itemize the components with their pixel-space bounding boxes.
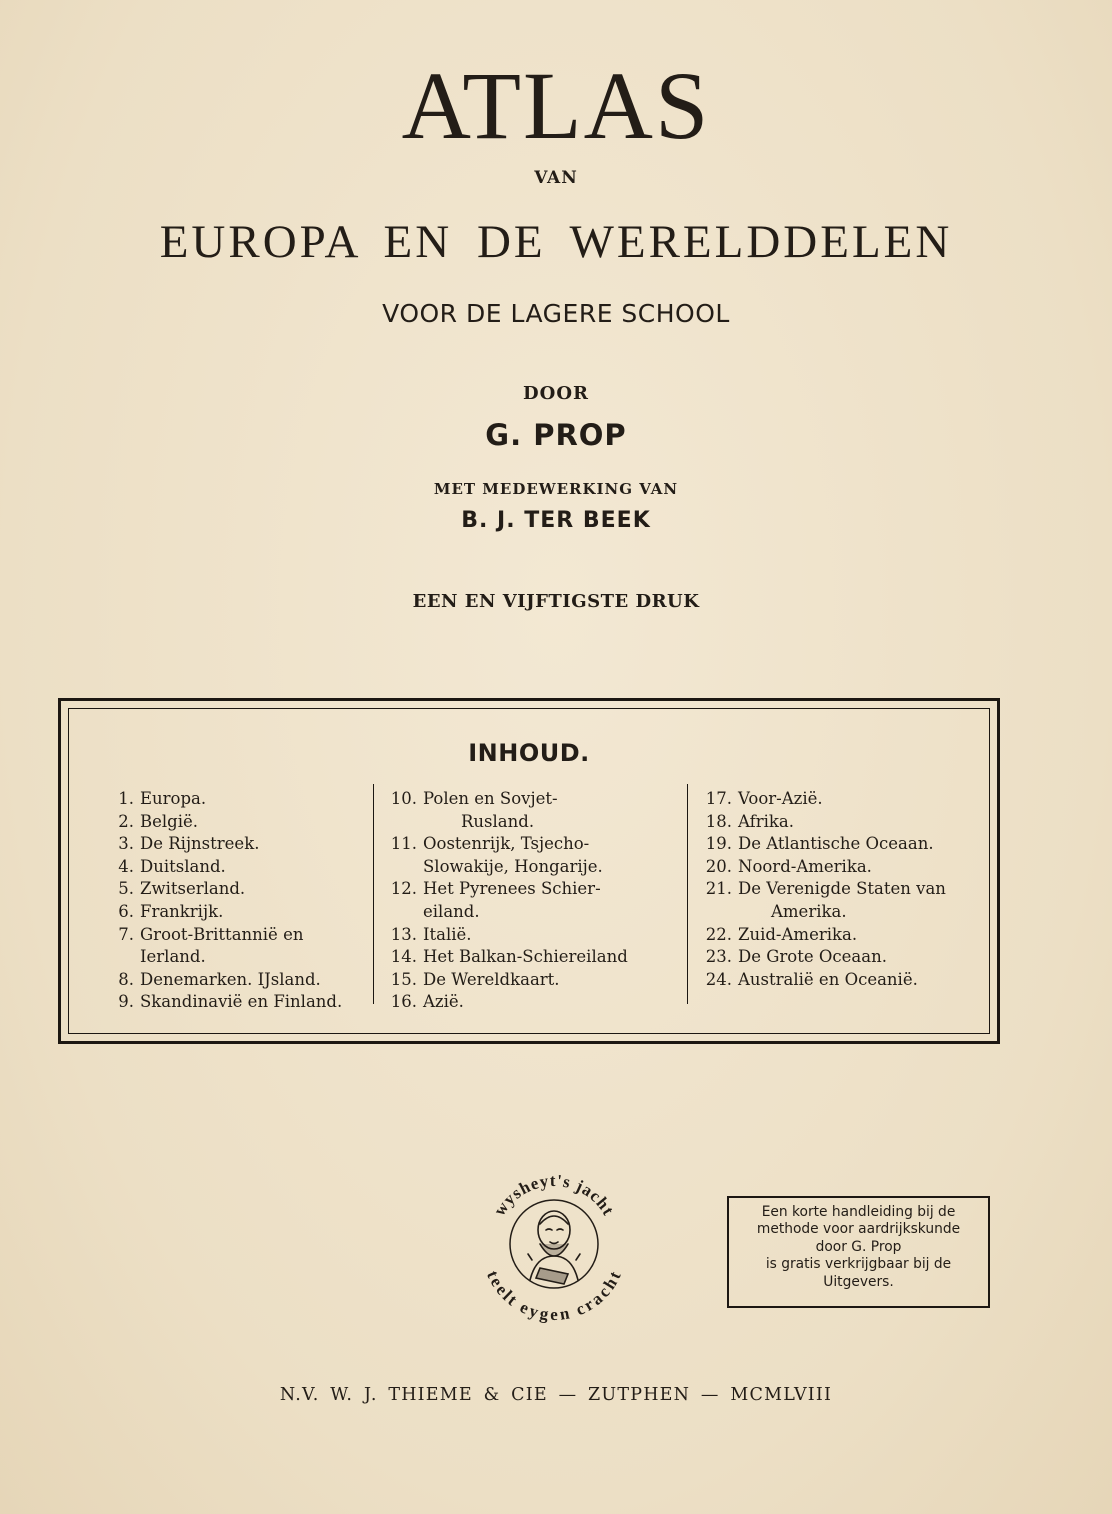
toc-entry-number [107,946,134,969]
toc-entry-title: Noord-Amerika. [738,856,872,876]
toc-entry-title: eiland. [423,901,480,921]
toc-entry-number: 17. [705,789,732,808]
toc-entry [705,856,985,879]
toc-entry-title: België. [140,811,199,831]
toc-entry-title: De Atlantische Oceaan. [738,834,934,854]
collaboration-label: MET MEDEWERKING VAN [433,480,679,498]
svg-text:wysheyt's jacht [490,1171,618,1219]
toc-entry-continuation [390,901,675,924]
toc-entry-number: 5. [118,879,134,899]
toc-entry-continuation [705,901,985,924]
seal-text-top: wysheyt's jacht [489,1170,619,1220]
toc-entry-title: Skandinavië en Finland. [140,992,343,1012]
toc-entry [107,924,377,947]
toc-entry [705,969,985,992]
toc-entry-title: Europa. [140,789,207,808]
atlas-subtitle: EUROPA EN DE WERELDDELEN [159,216,953,268]
toc-entry-number: 3. [118,834,134,854]
toc-entry-number: 18. [705,811,732,831]
school-line: VOOR DE LAGERE SCHOOL [382,299,730,328]
toc-heading: INHOUD. [468,739,590,767]
toc-entry-number: 10. [390,789,417,808]
manual-notice-text: Een korte handleiding bij de methode voor aardrijkskunde door G. Prop is gratis verkrijgbaar bij de Uitgevers. [756,1204,961,1290]
toc-entry-title: De Grote Oceaan. [738,947,887,967]
toc-entry-title: Polen en Sovjet- [423,789,558,808]
publisher-line: N.V. W. J. THIEME & CIE — ZUTPHEN — MCMLVIII [279,1385,833,1405]
toc-entry [390,788,675,811]
toc-entry-title: Zuid-Amerika. [738,924,858,944]
toc-column-3 [705,788,985,991]
toc-entry [390,924,675,947]
toc-entry-title: De Wereldkaart. [423,969,560,989]
toc-entry-number: 2. [118,811,134,831]
toc-divider [687,784,688,1004]
toc-entry [107,788,377,811]
toc-entry [390,969,675,992]
toc-entry-number: 6. [118,901,134,921]
toc-entry-number: 21. [705,879,732,899]
toc-entry-number: 20. [705,856,732,876]
toc-entry-number: 24. [705,969,732,989]
toc-entry-title: Zwitserland. [140,879,246,899]
toc-entry-title: Voor-Azië. [738,789,823,808]
toc-entry-number: 14. [390,947,417,967]
publisher-seal-icon [474,1164,634,1324]
toc-entry-title: Het Balkan-Schiereiland [423,947,628,967]
toc-entry-number: 12. [390,879,417,899]
atlas-title: ATLAS [401,52,711,159]
toc-entry-number [390,811,417,834]
toc-entry [705,811,985,834]
seal-text-bottom: teelt eygen cracht [483,1267,625,1324]
toc-entry [107,811,377,834]
toc-entry-title: Duitsland. [140,856,226,876]
toc-entry-title: Australië en Oceanië. [738,969,918,989]
toc-entry-number: 8. [118,969,134,989]
toc-entry-number: 4. [118,856,134,876]
toc-entry [107,878,377,901]
toc-entry [390,991,675,1014]
toc-entry [107,991,377,1014]
toc-entry-title: Amerika. [771,901,847,921]
toc-entry [390,878,675,901]
toc-entry-title: De Rijnstreek. [140,834,260,854]
toc-entry-number: 15. [390,969,417,989]
toc-entry [705,878,985,901]
toc-entry [390,833,675,856]
toc-entry [705,788,985,811]
toc-entry-number: 9. [118,992,134,1012]
toc-entry-number [390,901,417,924]
toc-entry [107,969,377,992]
door-label: DOOR [523,383,589,404]
toc-inner-frame [68,708,990,1034]
toc-entry-title: Azië. [423,992,464,1012]
toc-entry-title: Italië. [423,924,472,944]
toc-entry-number: 23. [705,947,732,967]
toc-entry-number: 19. [705,834,732,854]
toc-entry [107,856,377,879]
toc-entry-title: De Verenigde Staten van [738,879,946,899]
toc-entry-continuation [390,811,675,834]
toc-entry [390,946,675,969]
toc-column-1 [107,788,377,1014]
toc-entry-title: Frankrijk. [140,901,224,921]
toc-entry-title: Denemarken. IJsland. [140,969,321,989]
manual-notice-box [727,1196,990,1308]
toc-entry [705,833,985,856]
toc-entry-number: 11. [390,834,417,854]
toc-entry-number: 16. [390,992,417,1012]
toc-entry-continuation [390,856,675,879]
toc-entry-title: Rusland. [461,811,535,831]
toc-entry-number: 1. [118,789,134,808]
toc-entry-number [705,901,732,924]
toc-column-2 [390,788,675,1014]
author-name: G. PROP [485,418,627,452]
toc-entry [107,901,377,924]
toc-entry-number: 13. [390,924,417,944]
toc-entry-title: Oostenrijk, Tsjecho- [423,834,590,854]
toc-entry [705,924,985,947]
collaborator-name: B. J. TER BEEK [461,508,651,533]
toc-entry [705,946,985,969]
toc-entry [107,833,377,856]
toc-entry-title: Afrika. [738,811,794,831]
van-label: VAN [534,168,578,188]
toc-entry-title: Groot-Brittannië en [140,924,304,944]
table-of-contents [58,698,1000,1044]
toc-entry-title: Ierland. [140,947,206,967]
toc-entry-title: Slowakije, Hongarije. [423,856,603,876]
toc-entry-number [390,856,417,879]
toc-entry-number: 22. [705,924,732,944]
toc-entry-number: 7. [118,924,134,944]
toc-entry-continuation [107,946,377,969]
edition-line: EEN EN VIJFTIGSTE DRUK [412,591,700,612]
toc-entry-title: Het Pyrenees Schier- [423,879,601,899]
